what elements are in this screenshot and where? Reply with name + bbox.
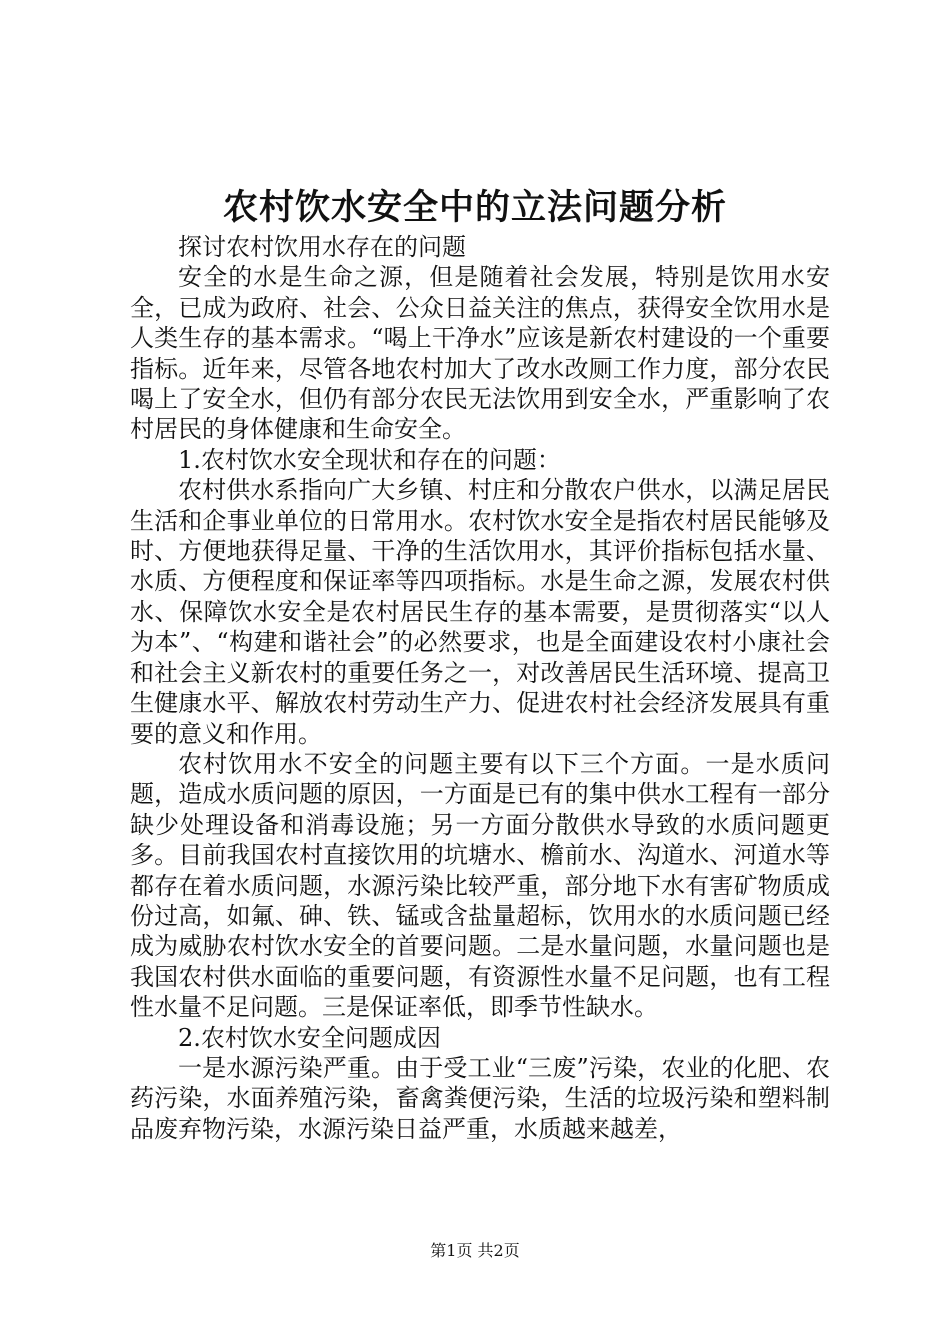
page-footer: 第1页 共2页 xyxy=(430,1241,520,1260)
paragraph-causes: 一是水源污染严重。由于受工业“三废”污染，农业的化肥、农药污染，水面养殖污染，畜禽粪便污染，生活的垃圾污染和塑料制品废弃物污染，水源污染日益严重，水质越来越差， xyxy=(130,1053,830,1143)
document-body xyxy=(130,232,830,1144)
paragraph-supply: 农村供水系指向广大乡镇、村庄和分散农户供水，以满足居民生活和企事业单位的日常用水。农村饮水安全是指农村居民能够及时、方便地获得足量、干净的生活饮用水，其评价指标包括水量、水质、方便程度和保证率等四项指标。水是生命之源，发展农村供水、保障饮水安全是农村居民生存的基本需要，是贯彻落实“以人为本”、“构建和谐社会”的必然要求，也是全面建设农村小康社会和社会主义新农村的重要任务之一，对改善居民生活环境、提高卫生健康水平、解放农村劳动生产力、促进农村社会经济发展具有重要的意义和作用。 xyxy=(130,476,830,748)
section-heading-intro: 探讨农村饮用水存在的问题 xyxy=(178,233,466,261)
paragraph-intro: 安全的水是生命之源，但是随着社会发展，特别是饮用水安全，已成为政府、社会、公众日益关注的焦点，获得安全饮用水是人类生存的基本需求。“喝上干净水”应该是新农村建设的一个重要指标。近年来，尽管各地农村加大了改水改厕工作力度，部分农民喝上了安全水，但仍有部分农民无法饮用到安全水，严重影响了农村居民的身体健康和生命安全。 xyxy=(130,263,830,444)
section-heading-2: 2.农村饮水安全问题成因 xyxy=(178,1023,441,1052)
section-heading-1: 1.农村饮水安全现状和存在的问题： xyxy=(178,445,561,474)
paragraph-problems: 农村饮用水不安全的问题主要有以下三个方面。一是水质问题，造成水质问题的原因，一方面是已有的集中供水工程有一部分缺少处理设备和消毒设施；另一方面分散供水导致的水质问题更多。目前我国农村直接饮用的坑塘水、檐前水、沟道水、河道水等都存在着水质问题，水源污染比较严重，部分地下水有害矿物质成份过高，如氟、砷、铁、锰或含盐量超标，饮用水的水质问题已经成为威胁农村饮水安全的首要问题。二是水量问题，水量问题也是我国农村供水面临的重要问题，有资源性水量不足问题，也有工程性水量不足问题。三是保证率低，即季节性缺水。 xyxy=(130,749,830,1022)
document-title: 农村饮水安全中的立法问题分析 xyxy=(222,187,727,228)
